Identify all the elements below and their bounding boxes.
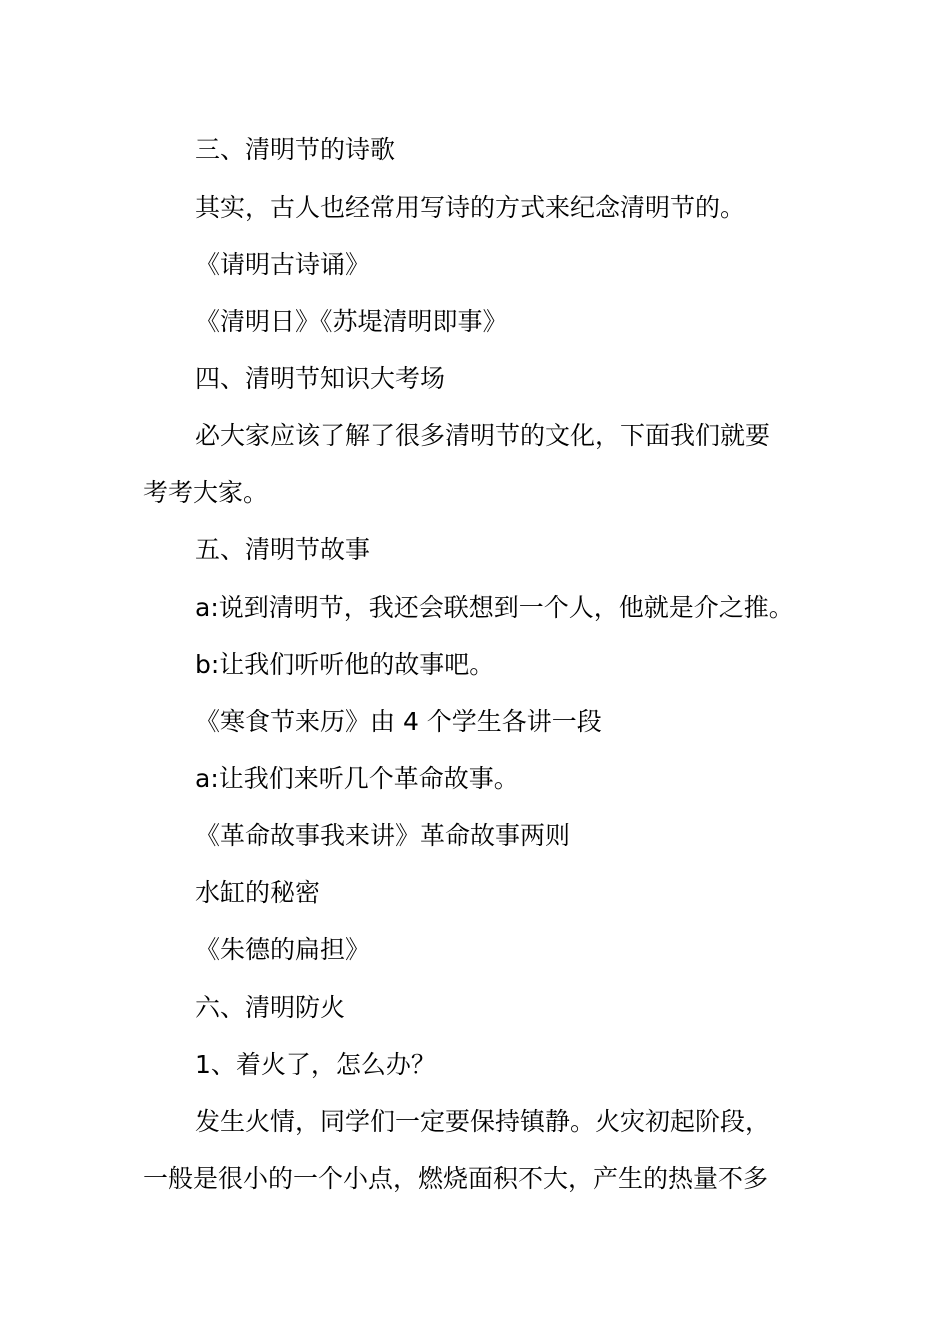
paragraph-line: 其实，古人也经常用写诗的方式来纪念清明节的。 [195, 193, 746, 222]
paragraph-line: 考考大家。 [143, 478, 269, 507]
paragraph-line: 《寒食节来历》由 4 个学生各讲一段 [195, 707, 602, 736]
paragraph-line: 发生火情，同学们一定要保持镇静。火灾初起阶段， [195, 1107, 771, 1136]
paragraph-line: 水缸的秘密 [195, 878, 321, 907]
paragraph-line: 《朱德的扁担》 [195, 935, 371, 964]
paragraph-line: 一般是很小的一个小点，燃烧面积不大，产生的热量不多 [143, 1164, 769, 1193]
subheading-line: 1、着火了，怎么办？ [195, 1050, 436, 1079]
paragraph-line: a:让我们来听几个革命故事。 [195, 764, 519, 793]
paragraph-line: b:让我们听听他的故事吧。 [195, 650, 495, 679]
section-heading-poems: 三、清明节的诗歌 [195, 135, 396, 164]
paragraph-line: 《革命故事我来讲》革命故事两则 [195, 821, 571, 850]
paragraph-line: 必大家应该了解了很多清明节的文化，下面我们就要 [195, 421, 771, 450]
section-heading-fire: 六、清明防火 [195, 993, 346, 1022]
paragraph-line: 《清明日》《苏堤清明即事》 [195, 307, 508, 336]
paragraph-line: a:说到清明节，我还会联想到一个人，他就是介之推。 [195, 593, 794, 622]
paragraph-line: 《请明古诗诵》 [195, 250, 371, 279]
section-heading-quiz: 四、清明节知识大考场 [195, 364, 446, 393]
section-heading-stories: 五、清明节故事 [195, 535, 371, 564]
